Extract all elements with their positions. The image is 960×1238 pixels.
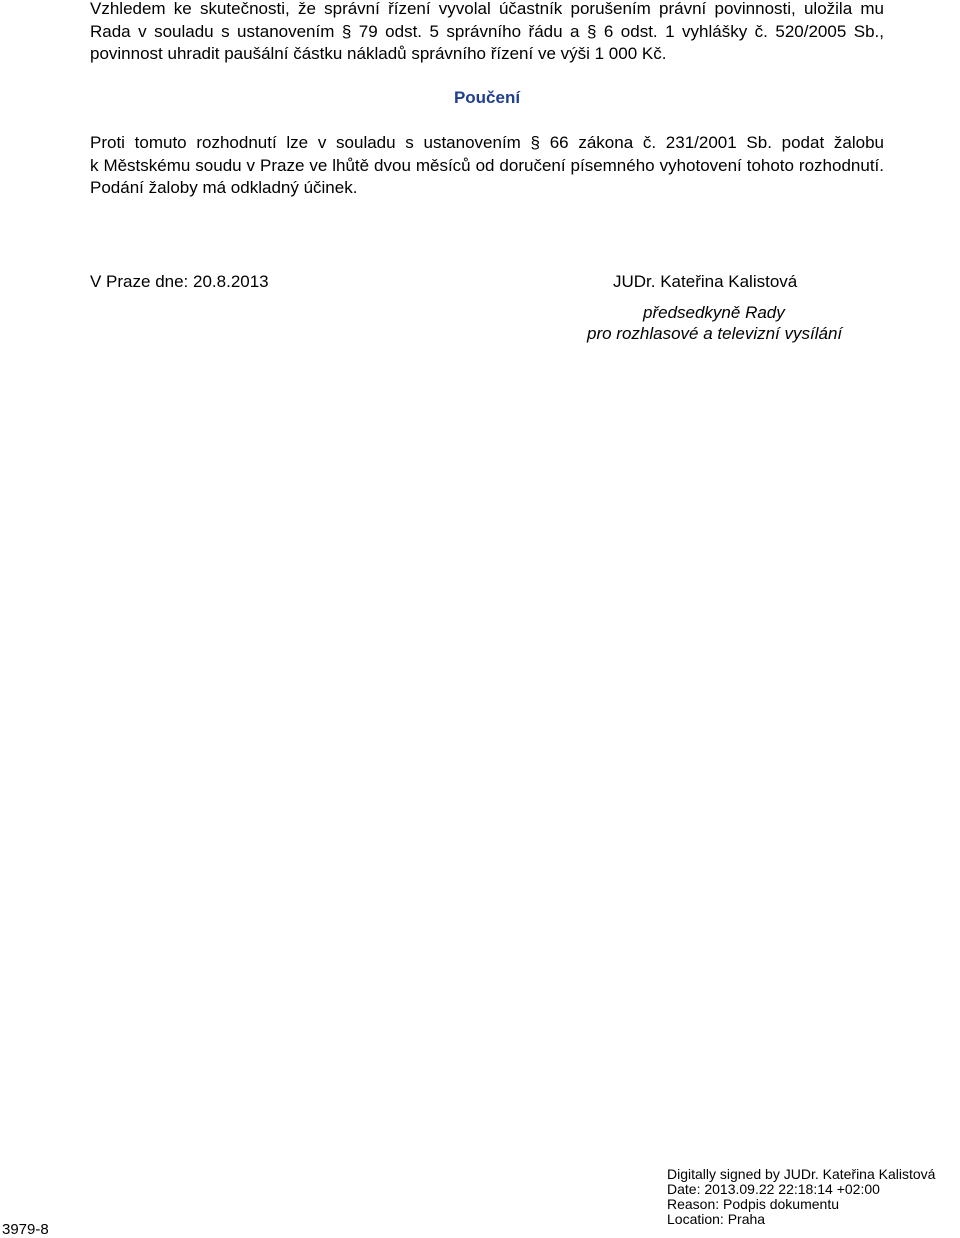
paragraph-line: Proti tomuto rozhodnutí lze v souladu s ustanovením § 66 zákona č. 231/2001 Sb. podat žalobu	[90, 133, 884, 152]
paragraph-line: k Městskému soudu v Praze ve lhůtě dvou měsíců od doručení písemného vyhotovení tohoto rozhodnutí.	[90, 155, 884, 175]
paragraph-line: povinnost uhradit paušální částku nákladů správního řízení ve výši 1 000 Kč.	[90, 44, 667, 63]
instruction-paragraph	[90, 132, 884, 200]
instruction-heading: Poučení	[453, 88, 521, 107]
signer-role-line-1: předsedkyně Rady	[643, 303, 785, 322]
digital-signature-location: Location: Praha	[667, 1211, 766, 1227]
signer-role-line-2: pro rozhlasové a televizní vysílání	[587, 324, 843, 343]
digital-signature-block	[667, 1167, 935, 1227]
signing-date: V Praze dne: 20.8.2013	[90, 272, 269, 291]
digital-signature-signed-by: Digitally signed by JUDr. Kateřina Kalistová	[667, 1166, 936, 1182]
paragraph-line: Podání žaloby má odkladný účinek.	[90, 178, 358, 197]
paragraph-line: Rada v souladu s ustanovením § 79 odst. 5 správního řádu a § 6 odst. 1 vyhlášky č. 520/2005 Sb.,	[90, 21, 884, 41]
decision-costs-paragraph	[90, 0, 884, 66]
digital-signature-reason: Reason: Podpis dokumentu	[667, 1196, 839, 1212]
paragraph-line: Vzhledem ke skutečnosti, že správní řízení vyvolal účastník porušením právní povinnosti, uložila mu	[90, 0, 884, 18]
signer-name: JUDr. Kateřina Kalistová	[613, 272, 798, 291]
document-number: 3979-8	[2, 1221, 49, 1238]
digital-signature-date: Date: 2013.09.22 22:18:14 +02:00	[667, 1181, 880, 1197]
